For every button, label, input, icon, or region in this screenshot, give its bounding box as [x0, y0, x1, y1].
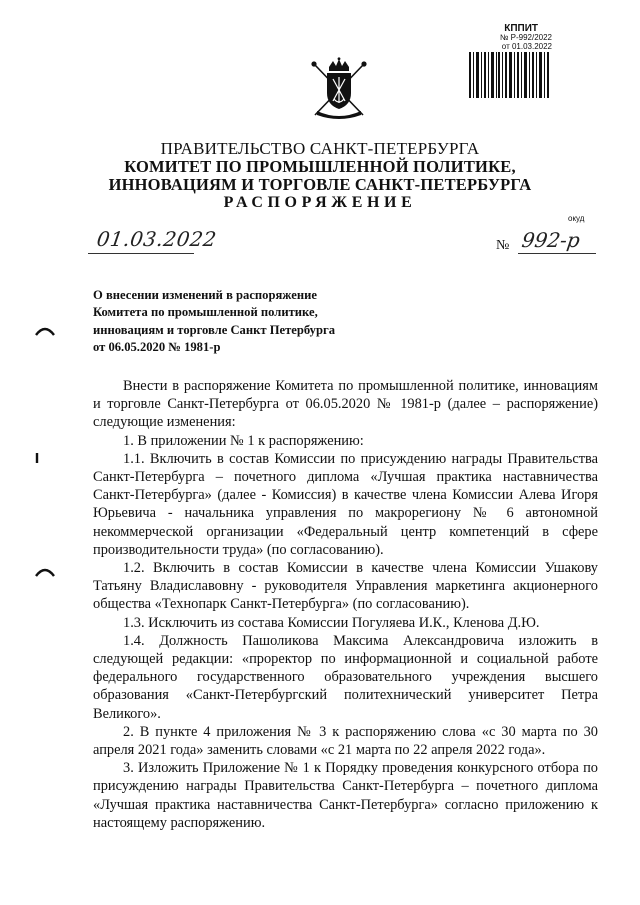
coat-of-arms-icon — [309, 57, 369, 121]
paragraph-item-1-1: 1.1. Включить в состав Комиссии по присуждению награды Правительства Санкт-Петербурга – почетного диплома «Лучшая практика наставничества Санкт-Петербурга» (далее - Комиссия) в качестве члена Комиссии Алева Игоря Юрьевича - начальника управления по макрорегиону № 6 автономной некоммерческой организации «Федеральный центр компетенций в сфере производительности труда» (по согласованию). — [93, 450, 598, 558]
date-underline — [88, 253, 194, 254]
paragraph-item-1-2: 1.2. Включить в состав Комиссии в качестве члена Комиссии Ушакову Татьяну Владиславовну - руководителя Управления маркетинга акционерного общества «Технопарк Санкт-Петербурга» (по согласованию). — [93, 560, 598, 613]
okud-label: окуд — [568, 214, 585, 223]
margin-mark-icon — [34, 564, 56, 578]
document-subject — [93, 287, 393, 357]
paragraph-intro: Внести в распоряжение Комитета по промышленной политике, инновациям и торговле Санкт-Петербурга от 06.05.2020 № 1981-р (далее – распоряжение) следующие изменения: — [93, 378, 598, 431]
stamp-date: от 01.03.2022 — [501, 42, 552, 51]
committee-title-line2: ИННОВАЦИЯМ И ТОРГОВЛЕ САНКТ-ПЕТЕРБУРГА — [108, 175, 532, 194]
number-sign: № — [496, 238, 510, 253]
paragraph-item-1-3: 1.3. Исключить из состава Комиссии Погуляева И.К., Кленова Д.Ю. — [123, 614, 540, 631]
subject-line: Комитета по промышленной политике, — [93, 305, 318, 320]
stamp-code: КППИТ — [504, 23, 538, 34]
handwritten-date: 01.03.2022 — [95, 227, 219, 251]
margin-mark-icon — [34, 323, 56, 337]
committee-title-line1: КОМИТЕТ ПО ПРОМЫШЛЕННОЙ ПОЛИТИКЕ, — [124, 157, 516, 176]
margin-mark-icon — [34, 452, 40, 464]
paragraph-item-1: 1. В приложении № 1 к распоряжению: — [123, 432, 364, 449]
body-text — [93, 377, 598, 832]
document-type: РАСПОРЯЖЕНИЕ — [223, 194, 417, 211]
paragraph-item-3: 3. Изложить Приложение № 1 к Порядку проведения конкурсного отбора по присуждению награды Правительства Санкт-Петербурга – почетного диплома «Лучшая практика наставничества Санкт-Петербурга» согласно приложению к настоящему распоряжению. — [93, 760, 598, 831]
government-title: ПРАВИТЕЛЬСТВО САНКТ-ПЕТЕРБУРГА — [160, 139, 480, 158]
handwritten-number: 992-р — [520, 228, 582, 252]
paragraph-item-2: 2. В пункте 4 приложения № 3 к распоряжению слова «с 30 марта по 30 апреля 2021 года» заменить словами «с 21 марта по 22 апреля 2022 года». — [93, 723, 598, 759]
stamp-number: № Р-992/2022 — [499, 33, 552, 42]
registration-stamp — [478, 24, 558, 51]
barcode — [469, 52, 549, 98]
subject-line: от 06.05.2020 № 1981-р — [93, 340, 221, 355]
number-underline — [518, 253, 596, 254]
paragraph-item-1-4: 1.4. Должность Пашоликова Максима Александровича изложить в следующей редакции: «проректор по информационной и социальной работе федерального государственного образовательного учреждения высшего образования «Санкт-Петербургский политехнический университет Петра Великого». — [93, 632, 598, 722]
subject-line: инновациям и торговле Санкт Петербурга — [93, 322, 335, 337]
subject-line: О внесении изменений в распоряжение — [93, 288, 317, 302]
